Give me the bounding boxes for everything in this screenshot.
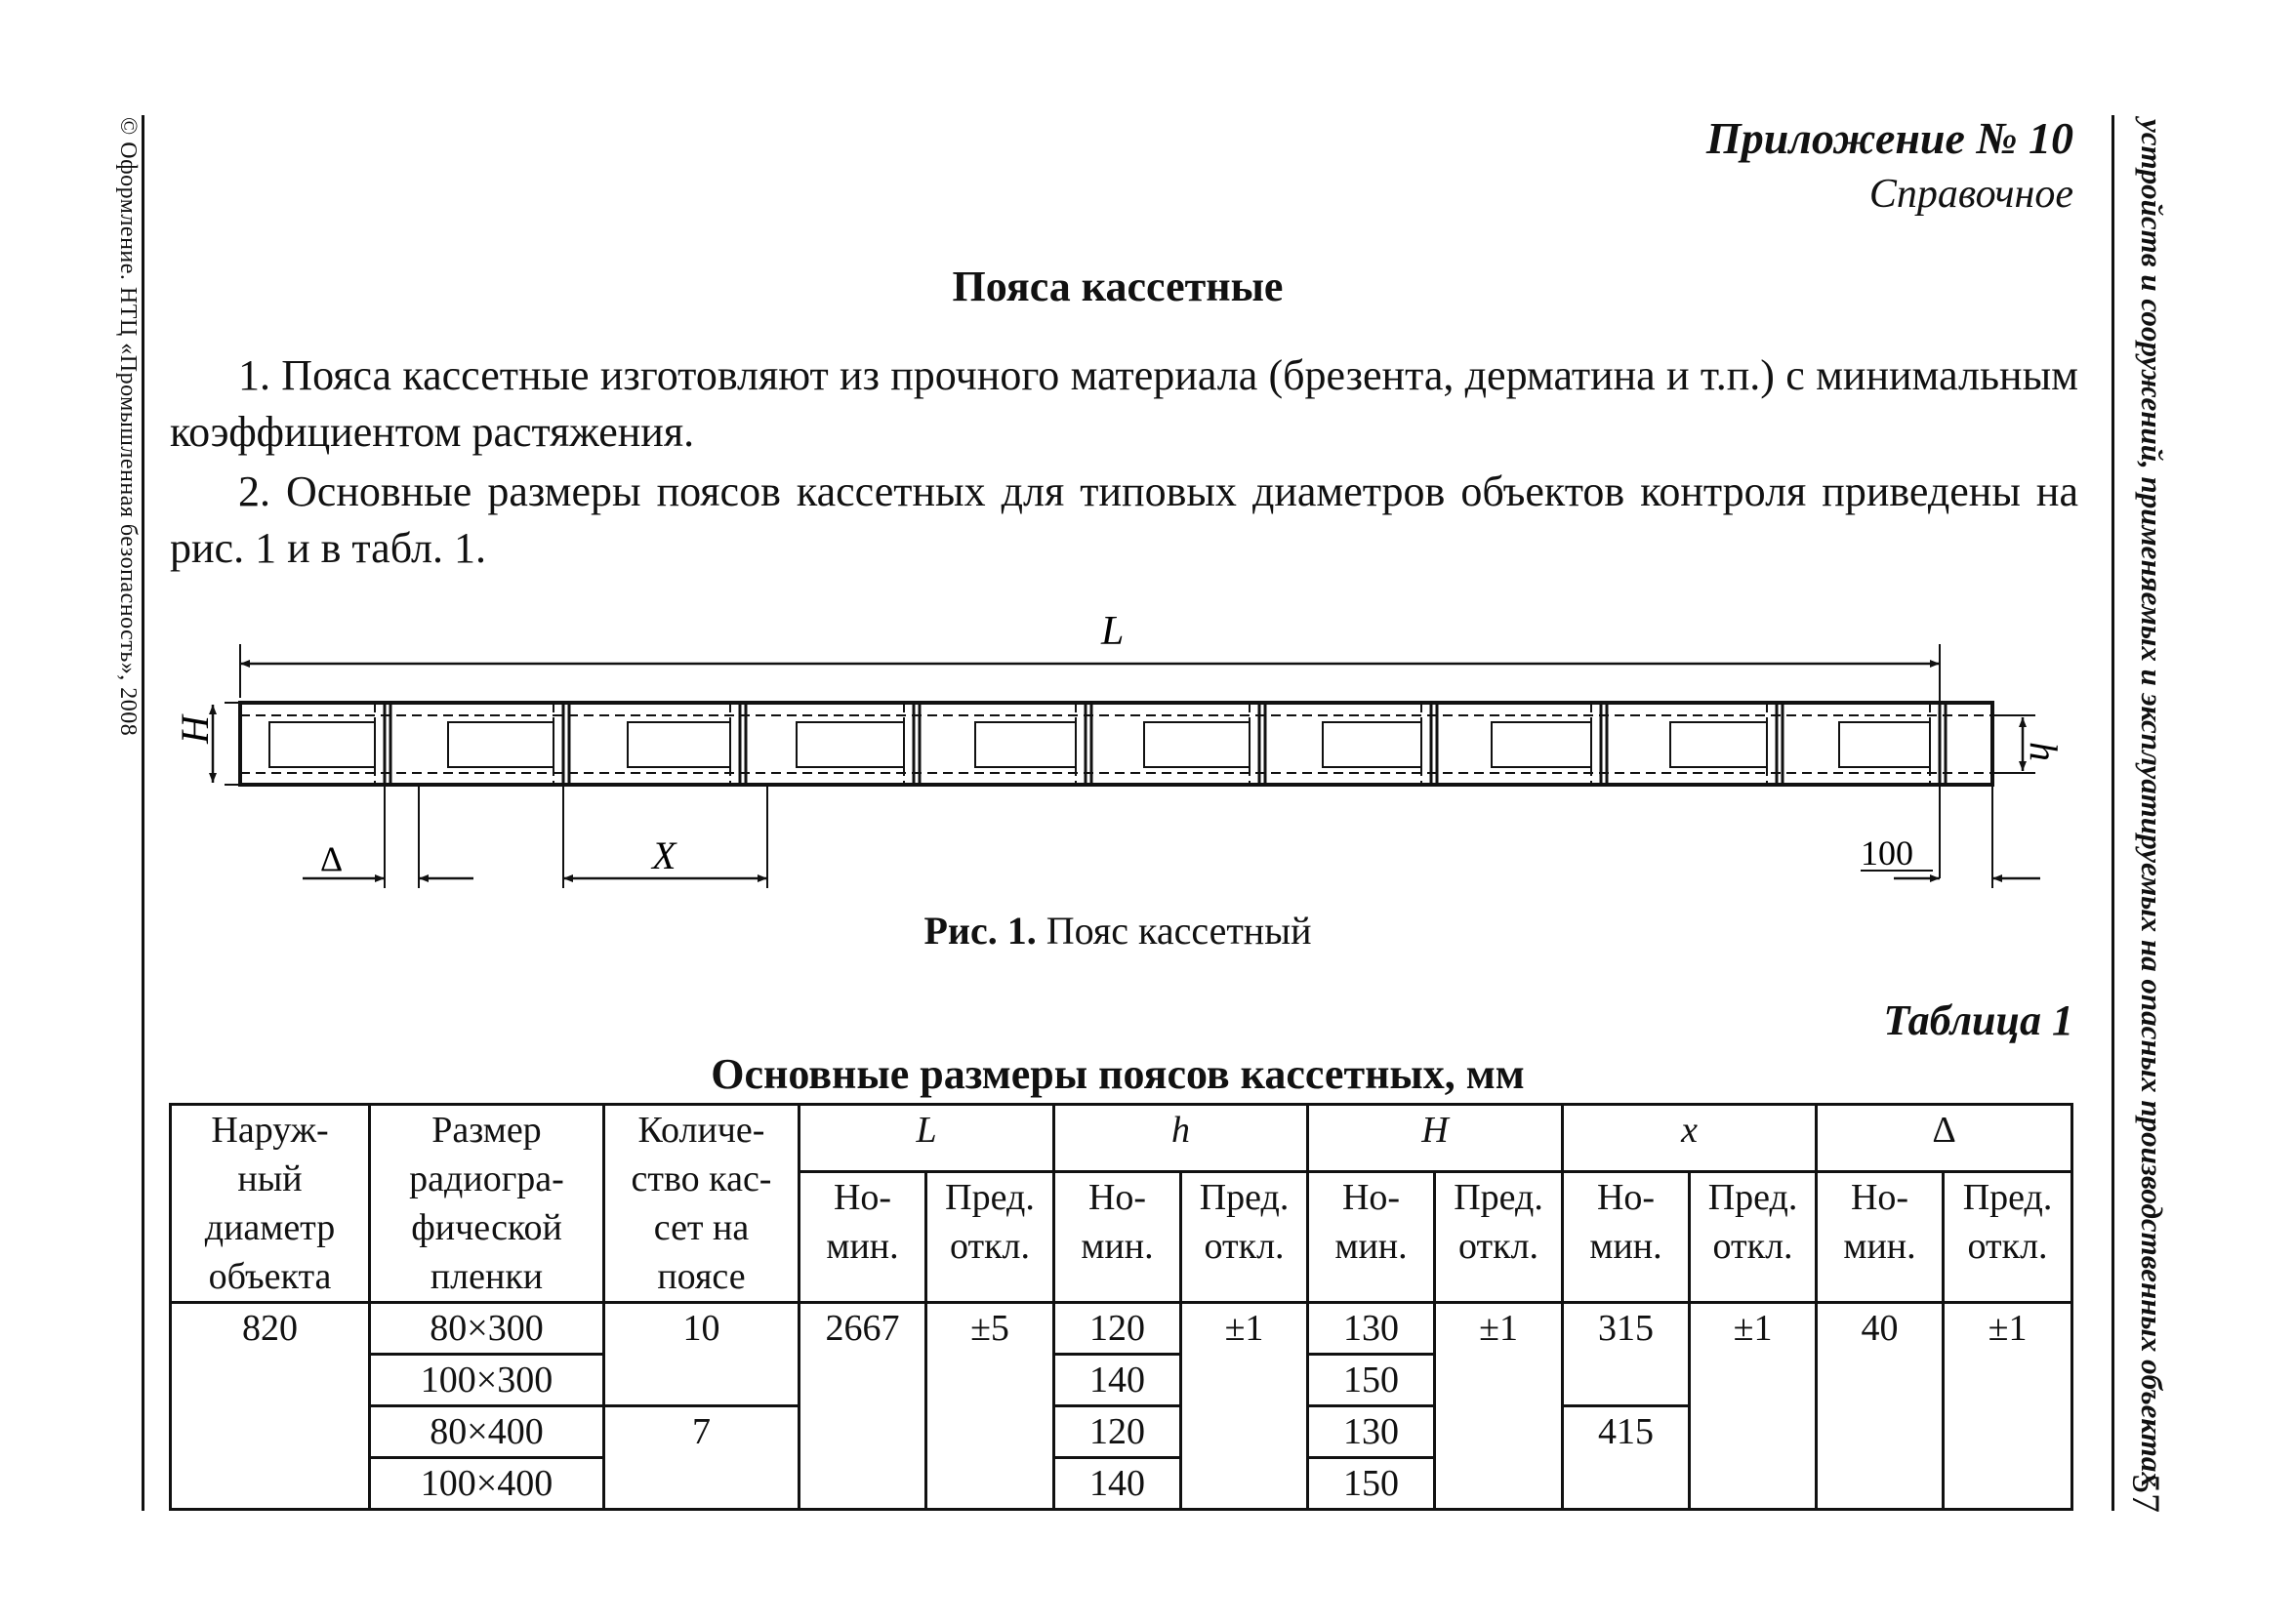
cell-h-nom: 120 <box>1054 1406 1181 1458</box>
header-dev: Пред. откл. <box>1944 1171 2072 1302</box>
label-delta: Δ <box>320 839 344 878</box>
cell-delta-dev: ±1 <box>1944 1303 2072 1510</box>
cell-film: 100×400 <box>370 1458 604 1510</box>
header-group-L: L <box>800 1105 1054 1172</box>
page-number: 57 <box>2124 1474 2168 1513</box>
header-nom: Но- мин. <box>800 1171 926 1302</box>
cassette-pocket <box>1670 722 1767 767</box>
paragraph-1: 1. Пояса кассетные изготовляют из прочного материала (брезента, дерматина и т.п.) с минимальным коэффициентом растяжения. <box>170 351 2078 456</box>
figure-caption <box>0 908 2235 954</box>
cell-h-nom: 140 <box>1054 1355 1181 1406</box>
cell-H-nom: 150 <box>1308 1458 1435 1510</box>
left-margin-rule <box>142 115 144 1511</box>
cell-H-dev: ±1 <box>1435 1303 1563 1510</box>
header-dev: Пред. откл. <box>926 1171 1054 1302</box>
running-title: устройств и сооружений, применяемых и эксплуатируемых на опасных производственных объектах <box>2135 119 2169 1487</box>
dimension-X <box>563 785 767 888</box>
header-nom: Но- мин. <box>1817 1171 1944 1302</box>
cassette-pocket <box>628 722 730 767</box>
belt-drawing <box>156 605 2070 898</box>
cell-x-dev: ±1 <box>1690 1303 1817 1510</box>
cassette-pocket <box>1839 722 1930 767</box>
table-row <box>171 1303 2072 1355</box>
cassette-pocket <box>975 722 1076 767</box>
belt-body <box>240 703 1992 785</box>
cell-L-dev: ±5 <box>926 1303 1054 1510</box>
paragraph-2: 2. Основные размеры поясов кассетных для типовых диаметров объектов контроля приведены на рис. 1 и в табл. 1. <box>170 467 2078 572</box>
table-title: Основные размеры поясов кассетных, мм <box>711 1050 1525 1098</box>
cell-H-nom: 130 <box>1308 1303 1435 1355</box>
cell-H-nom: 130 <box>1308 1406 1435 1458</box>
cell-h-dev: ±1 <box>1181 1303 1308 1510</box>
copyright-note: © Оформление. НТЦ «Промышленная безопасность», 2008 <box>115 117 141 737</box>
cassette-pocket <box>1323 722 1421 767</box>
dimension-delta <box>303 785 473 888</box>
cassette-pocket <box>1144 722 1250 767</box>
cell-h-nom: 140 <box>1054 1458 1181 1510</box>
appendix-type: Справочное <box>1868 172 2073 217</box>
header-dev: Пред. откл. <box>1181 1171 1308 1302</box>
cell-delta-nom: 40 <box>1817 1303 1944 1510</box>
header-nom: Но- мин. <box>1563 1171 1690 1302</box>
header-cassette-count: Количе- ство кас- сет на поясе <box>604 1105 800 1303</box>
label-100: 100 <box>1861 833 1913 873</box>
dimension-H <box>173 703 264 785</box>
header-dev: Пред. откл. <box>1435 1171 1563 1302</box>
cell-cassettes: 10 <box>604 1303 800 1406</box>
figure-caption-number: Рис. 1. <box>923 909 1037 953</box>
cell-x-nom: 315 <box>1563 1303 1690 1406</box>
cell-cassettes: 7 <box>604 1406 800 1510</box>
header-diameter: Наруж- ный диаметр объекта <box>171 1105 370 1303</box>
cell-film: 80×300 <box>370 1303 604 1355</box>
header-group-delta: Δ <box>1817 1105 2072 1172</box>
cassette-pocket <box>269 722 375 767</box>
cell-H-nom: 150 <box>1308 1355 1435 1406</box>
figure-caption-text: Пояс кассетный <box>1036 909 1312 953</box>
section-title: Пояса кассетные <box>952 263 1284 310</box>
header-group-x: x <box>1563 1105 1817 1172</box>
label-h: h <box>2022 742 2066 761</box>
cell-h-nom: 120 <box>1054 1303 1181 1355</box>
table-header-row-1 <box>171 1105 2072 1172</box>
cell-film: 100×300 <box>370 1355 604 1406</box>
cell-x-nom: 415 <box>1563 1406 1690 1510</box>
header-nom: Но- мин. <box>1054 1171 1181 1302</box>
cell-diameter: 820 <box>171 1303 370 1510</box>
appendix-number: Приложение № 10 <box>1705 113 2073 163</box>
header-group-h: h <box>1054 1105 1308 1172</box>
dimension-100 <box>1861 785 2040 888</box>
label-H: H <box>173 715 217 744</box>
table-label: Таблица 1 <box>1883 996 2073 1044</box>
cassette-pocket <box>1492 722 1591 767</box>
cell-film: 80×400 <box>370 1406 604 1458</box>
header-nom: Но- мин. <box>1308 1171 1435 1302</box>
label-L: L <box>1101 609 1125 654</box>
header-dev: Пред. откл. <box>1690 1171 1817 1302</box>
cassette-pocket <box>797 722 904 767</box>
cassette-pocket <box>448 722 554 767</box>
cell-L-nom: 2667 <box>800 1303 926 1510</box>
header-group-H: H <box>1308 1105 1563 1172</box>
dimension-h <box>1991 715 2066 773</box>
dimensions-table <box>169 1103 2073 1511</box>
label-X: X <box>652 833 676 877</box>
right-margin-rule <box>2112 115 2114 1511</box>
header-film-size: Размер радиогра- фической пленки <box>370 1105 604 1303</box>
